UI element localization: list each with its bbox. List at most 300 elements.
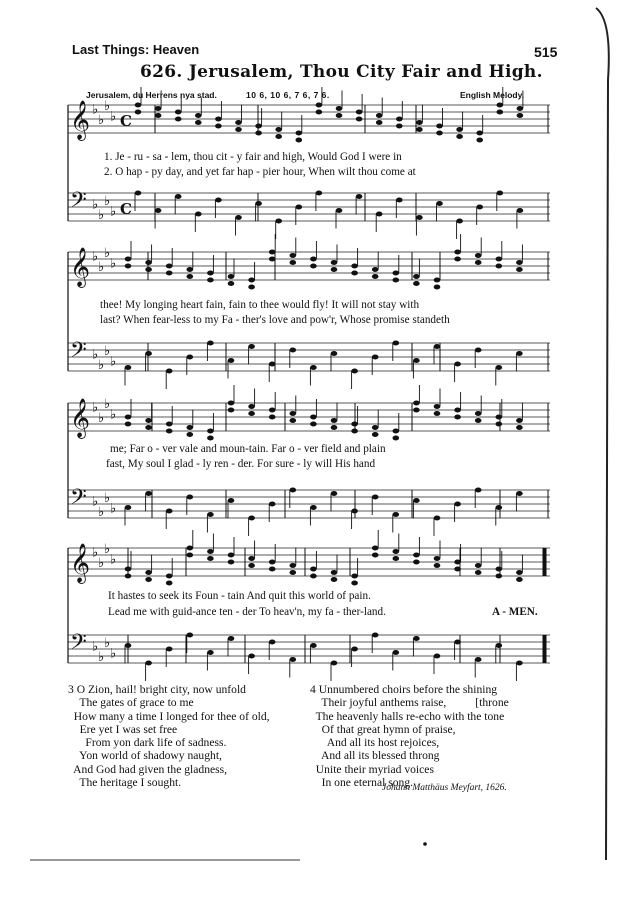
note-head	[331, 661, 338, 666]
note-head	[454, 640, 461, 645]
note-head	[393, 650, 400, 655]
note-head	[351, 429, 358, 434]
note-head	[416, 120, 423, 125]
note-head	[187, 546, 194, 551]
note-head	[145, 425, 152, 430]
lyric-line-s2-v1: thee! My longing heart fain, fain to thee would fly! It will not stay with	[100, 299, 420, 311]
note-head	[413, 636, 420, 641]
note-head	[248, 516, 255, 521]
flat-icon: ♭	[92, 494, 99, 510]
note-head	[475, 348, 482, 353]
lyric-line-s1-v1: 1. Je - ru - sa - lem, thou cit - y fair and high, Would God I were in	[104, 151, 402, 163]
treble-clef-icon: 𝄞	[70, 398, 91, 438]
note-head	[175, 117, 182, 122]
note-head	[436, 124, 443, 129]
flat-icon: ♭	[92, 347, 99, 363]
note-head	[310, 422, 317, 427]
note-head	[476, 205, 483, 210]
note-head	[516, 425, 523, 430]
note-head	[310, 505, 317, 510]
flat-icon: ♭	[104, 542, 111, 557]
flat-icon: ♭	[92, 102, 99, 118]
note-head	[416, 215, 423, 220]
note-head	[235, 120, 242, 125]
section-heading: Last Things: Heaven	[72, 42, 200, 57]
note-head	[497, 191, 504, 196]
flat-icon: ♭	[92, 197, 99, 213]
note-head	[496, 365, 503, 370]
flat-icon: ♭	[98, 260, 105, 275]
note-head	[393, 271, 400, 276]
note-head	[454, 408, 461, 413]
note-head	[248, 278, 255, 283]
note-head	[413, 281, 420, 286]
note-head	[145, 260, 152, 265]
note-head	[207, 512, 214, 517]
note-head	[125, 505, 132, 510]
note-head	[416, 127, 423, 132]
note-head	[269, 567, 276, 572]
note-head	[125, 257, 132, 262]
note-head	[207, 556, 214, 561]
note-head	[396, 117, 403, 122]
note-head	[248, 285, 255, 290]
note-head	[255, 124, 262, 129]
note-head	[195, 120, 202, 125]
flat-icon: ♭	[98, 505, 105, 520]
note-head	[413, 358, 420, 363]
note-head	[207, 271, 214, 276]
flat-icon: ♭	[104, 194, 111, 209]
note-head	[290, 563, 297, 568]
note-head	[436, 201, 443, 206]
note-head	[454, 257, 461, 262]
note-head	[351, 581, 358, 586]
note-head	[135, 103, 142, 108]
note-head	[413, 560, 420, 565]
note-head	[516, 351, 523, 356]
note-head	[215, 124, 222, 129]
note-head	[175, 194, 182, 199]
flat-icon: ♭	[92, 639, 99, 655]
note-head	[296, 131, 303, 136]
note-head	[187, 553, 194, 558]
note-head	[454, 415, 461, 420]
note-head	[290, 348, 297, 353]
note-head	[155, 208, 162, 213]
note-head	[336, 106, 343, 111]
note-head	[290, 488, 297, 493]
note-head	[393, 436, 400, 441]
note-head	[475, 563, 482, 568]
note-head	[497, 103, 504, 108]
note-head	[215, 198, 222, 203]
note-head	[248, 563, 255, 568]
amen-lyric: A - MEN.	[492, 606, 538, 618]
note-head	[516, 577, 523, 582]
flat-icon: ♭	[110, 204, 117, 220]
note-head	[516, 570, 523, 575]
note-head	[476, 131, 483, 136]
flat-icon: ♭	[92, 249, 99, 265]
flat-icon: ♭	[104, 636, 111, 651]
note-head	[135, 110, 142, 115]
note-head	[351, 369, 358, 374]
note-head	[187, 495, 194, 500]
note-head	[393, 429, 400, 434]
note-head	[310, 257, 317, 262]
page-number: 515	[534, 44, 558, 60]
note-head	[187, 355, 194, 360]
note-head	[476, 138, 483, 143]
note-head	[393, 556, 400, 561]
note-head	[290, 253, 297, 258]
note-head	[454, 560, 461, 565]
stanza-4: 4 Unnumbered choirs before the shining Their joyful anthems raise, [throne The heavenly halls re-echo with the tone Of that great hymn of praise, And all its host rejoices, And all its blessed throng Unite their myriad voices In one eternal song.	[310, 683, 509, 790]
flat-icon: ♭	[110, 256, 117, 272]
flat-icon: ♭	[110, 407, 117, 423]
note-head	[331, 491, 338, 496]
tune-name: Jerusalem, du Herrens nya stad.	[86, 90, 217, 100]
note-head	[516, 661, 523, 666]
flat-icon: ♭	[104, 246, 111, 261]
note-head	[207, 436, 214, 441]
melody-source: English Melody.	[460, 90, 525, 100]
note-head	[475, 260, 482, 265]
note-head	[166, 429, 173, 434]
note-head	[517, 106, 524, 111]
lyric-line-s3-v2: fast, My soul I glad - ly ren - der. For sure - ly will His hand	[106, 458, 376, 470]
note-head	[496, 505, 503, 510]
note-head	[125, 574, 132, 579]
note-head	[296, 138, 303, 143]
note-head	[434, 404, 441, 409]
note-head	[166, 574, 173, 579]
note-head	[207, 341, 214, 346]
note-head	[310, 415, 317, 420]
note-head	[413, 274, 420, 279]
note-head	[475, 657, 482, 662]
note-head	[372, 495, 379, 500]
note-head	[316, 103, 323, 108]
note-head	[475, 570, 482, 575]
note-head	[310, 643, 317, 648]
note-head	[228, 636, 235, 641]
note-head	[275, 134, 282, 139]
note-head	[475, 253, 482, 258]
note-head	[356, 194, 363, 199]
note-head	[145, 577, 152, 582]
note-head	[228, 560, 235, 565]
note-head	[351, 574, 358, 579]
note-head	[376, 120, 383, 125]
stanza-3: 3 O Zion, hail! bright city, now unfold The gates of grace to me How many a time I longed for thee of old, Ere yet I was set free From yon dark life of sadness. Yon world of shadowy naught, And God had given the gladness, The heritage I sought.	[68, 683, 270, 790]
note-head	[145, 351, 152, 356]
note-head	[187, 425, 194, 430]
note-head	[290, 657, 297, 662]
note-head	[372, 274, 379, 279]
note-head	[316, 191, 323, 196]
note-head	[372, 553, 379, 558]
flat-icon: ♭	[92, 545, 99, 561]
note-head	[235, 215, 242, 220]
note-head	[454, 250, 461, 255]
note-head	[372, 355, 379, 360]
note-head	[351, 422, 358, 427]
note-head	[310, 567, 317, 572]
note-head	[145, 418, 152, 423]
note-head	[195, 212, 202, 217]
note-head	[516, 260, 523, 265]
note-head	[434, 654, 441, 659]
note-head	[145, 570, 152, 575]
note-head	[125, 365, 132, 370]
note-head	[275, 127, 282, 132]
flat-icon: ♭	[110, 109, 117, 125]
note-head	[310, 574, 317, 579]
note-head	[331, 267, 338, 272]
note-head	[496, 422, 503, 427]
note-head	[255, 201, 262, 206]
note-head	[215, 117, 222, 122]
note-head	[166, 509, 173, 514]
note-head	[290, 418, 297, 423]
note-head	[376, 113, 383, 118]
note-head	[331, 418, 338, 423]
note-head	[496, 643, 503, 648]
note-head	[454, 362, 461, 367]
note-head	[372, 546, 379, 551]
flat-icon: ♭	[104, 99, 111, 114]
note-head	[248, 654, 255, 659]
lyric-line-s1-v2: 2. O hap - py day, and yet far hap - pier hour, When wilt thou come at	[104, 166, 416, 178]
note-head	[207, 549, 214, 554]
note-head	[316, 110, 323, 115]
note-head	[372, 432, 379, 437]
note-head	[166, 264, 173, 269]
note-head	[372, 633, 379, 638]
note-head	[376, 212, 383, 217]
note-head	[351, 647, 358, 652]
note-head	[356, 117, 363, 122]
note-head	[516, 491, 523, 496]
note-head	[175, 110, 182, 115]
note-head	[496, 415, 503, 420]
note-head	[155, 113, 162, 118]
note-head	[434, 563, 441, 568]
note-head	[228, 274, 235, 279]
note-head	[269, 408, 276, 413]
time-signature: C	[120, 200, 132, 218]
note-head	[207, 650, 214, 655]
flat-icon: ♭	[98, 208, 105, 223]
note-head	[135, 191, 142, 196]
note-head	[396, 198, 403, 203]
treble-clef-icon: 𝄞	[70, 247, 91, 287]
lyric-line-s3-v1: me; Far o - ver vale and moun-tain. Far o - ver field and plain	[110, 443, 386, 455]
note-head	[310, 365, 317, 370]
note-head	[336, 113, 343, 118]
note-head	[228, 401, 235, 406]
note-head	[396, 124, 403, 129]
note-head	[331, 260, 338, 265]
note-head	[331, 425, 338, 430]
note-head	[331, 570, 338, 575]
note-head	[434, 556, 441, 561]
note-head	[413, 498, 420, 503]
flat-icon: ♭	[98, 358, 105, 373]
flat-icon: ♭	[104, 491, 111, 506]
hymn-title: 626. Jerusalem, Thou City Fair and High.	[140, 62, 543, 82]
note-head	[296, 205, 303, 210]
note-head	[235, 127, 242, 132]
lyric-line-s4-v1: It hastes to seek its Foun - tain And quit this world of pain.	[108, 590, 371, 602]
note-head	[456, 127, 463, 132]
note-head	[187, 432, 194, 437]
treble-clef-icon: 𝄞	[70, 543, 91, 583]
note-head	[436, 131, 443, 136]
note-head	[166, 369, 173, 374]
note-head	[145, 661, 152, 666]
note-head	[207, 429, 214, 434]
note-head	[248, 556, 255, 561]
note-head	[125, 264, 132, 269]
note-head	[393, 512, 400, 517]
note-head	[155, 106, 162, 111]
note-head	[248, 344, 255, 349]
lyric-line-s4-v2: Lead me with guid-ance ten - der To heav'n, my fa - ther-land.	[108, 606, 386, 618]
flat-icon: ♭	[110, 354, 117, 370]
note-head	[336, 208, 343, 213]
note-head	[434, 278, 441, 283]
note-head	[290, 411, 297, 416]
flat-icon: ♭	[92, 400, 99, 416]
note-head	[516, 267, 523, 272]
note-head	[496, 567, 503, 572]
treble-clef-icon: 𝄞	[70, 100, 91, 140]
note-head	[393, 278, 400, 283]
note-head	[166, 271, 173, 276]
flat-icon: ♭	[98, 650, 105, 665]
note-head	[255, 131, 262, 136]
footer-dot	[423, 842, 427, 846]
note-head	[275, 219, 282, 224]
flat-icon: ♭	[104, 397, 111, 412]
note-head	[454, 567, 461, 572]
note-head	[166, 422, 173, 427]
note-head	[207, 278, 214, 283]
note-head	[356, 110, 363, 115]
note-head	[145, 491, 152, 496]
note-head	[413, 553, 420, 558]
note-head	[125, 422, 132, 427]
note-head	[166, 647, 173, 652]
note-head	[351, 264, 358, 269]
note-head	[269, 415, 276, 420]
note-head	[434, 516, 441, 521]
note-head	[269, 560, 276, 565]
note-head	[228, 281, 235, 286]
flat-icon: ♭	[98, 113, 105, 128]
note-head	[456, 134, 463, 139]
note-head	[475, 488, 482, 493]
bass-clef-icon: 𝄢	[70, 630, 87, 660]
note-head	[290, 570, 297, 575]
note-head	[269, 250, 276, 255]
note-head	[187, 633, 194, 638]
note-head	[497, 110, 504, 115]
attribution: Johann Matthäus Meyfart, 1626.	[382, 783, 507, 793]
flat-icon: ♭	[104, 344, 111, 359]
note-head	[516, 418, 523, 423]
note-head	[331, 351, 338, 356]
note-head	[187, 274, 194, 279]
note-head	[228, 498, 235, 503]
note-head	[228, 358, 235, 363]
note-head	[456, 219, 463, 224]
note-head	[372, 267, 379, 272]
bass-clef-icon: 𝄢	[70, 338, 87, 368]
note-head	[228, 408, 235, 413]
note-head	[475, 418, 482, 423]
lyric-line-s2-v2: last? When fear-less to my Fa - ther's love and pow'r, Whose promise standeth	[100, 314, 450, 326]
note-head	[125, 415, 132, 420]
note-head	[413, 408, 420, 413]
note-head	[496, 574, 503, 579]
note-head	[517, 113, 524, 118]
meter: 10 6, 10 6, 7 6, 7 6.	[246, 90, 330, 100]
note-head	[248, 404, 255, 409]
flat-icon: ♭	[110, 646, 117, 662]
note-head	[187, 267, 194, 272]
note-head	[290, 260, 297, 265]
note-head	[269, 362, 276, 367]
note-head	[454, 502, 461, 507]
note-head	[475, 411, 482, 416]
time-signature: C	[120, 112, 132, 130]
flat-icon: ♭	[98, 411, 105, 426]
note-head	[434, 411, 441, 416]
note-head	[228, 553, 235, 558]
note-head	[248, 411, 255, 416]
note-head	[269, 502, 276, 507]
note-head	[351, 271, 358, 276]
page-edge	[596, 8, 609, 860]
note-head	[269, 640, 276, 645]
note-head	[166, 581, 173, 586]
flat-icon: ♭	[110, 552, 117, 568]
note-head	[145, 267, 152, 272]
note-head	[310, 264, 317, 269]
note-head	[496, 257, 503, 262]
note-head	[125, 567, 132, 572]
note-head	[413, 401, 420, 406]
note-head	[517, 208, 524, 213]
note-head	[434, 344, 441, 349]
note-head	[125, 643, 132, 648]
note-head	[434, 285, 441, 290]
note-head	[496, 264, 503, 269]
note-head	[372, 425, 379, 430]
bass-clef-icon: 𝄢	[70, 485, 87, 515]
flat-icon: ♭	[98, 556, 105, 571]
note-head	[393, 549, 400, 554]
note-head	[351, 509, 358, 514]
bass-clef-icon: 𝄢	[70, 188, 87, 218]
note-head	[269, 257, 276, 262]
note-head	[331, 577, 338, 582]
note-head	[195, 113, 202, 118]
